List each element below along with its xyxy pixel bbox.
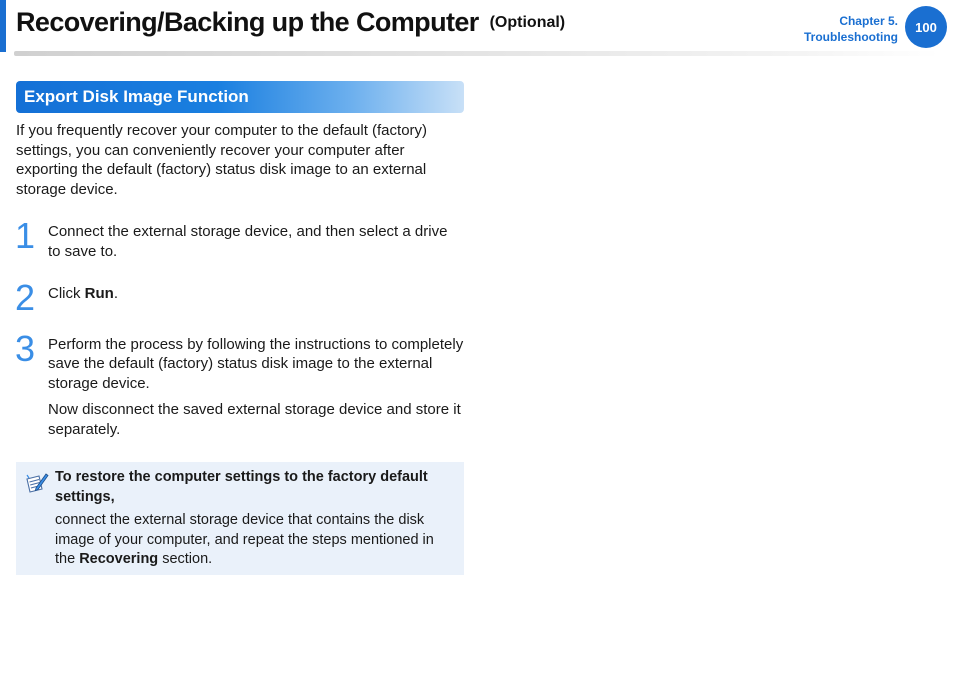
header-accent-bar [0, 0, 6, 52]
step-1 [15, 215, 464, 261]
section-title: Export Disk Image Function [24, 87, 249, 106]
chapter-number: Chapter 5. [839, 14, 898, 28]
chapter-label [804, 13, 898, 45]
recovering-label: Recovering [79, 551, 159, 567]
step-text-part: Click [48, 285, 85, 302]
note-body-text: section. [158, 551, 213, 567]
step-text [48, 284, 464, 304]
page-title [16, 7, 565, 38]
step-number: 3 [15, 327, 36, 369]
step-3 [15, 327, 464, 440]
page-number: 100 [915, 19, 937, 35]
step-extra-text: Now disconnect the saved external storage device and store it separately. [48, 401, 461, 438]
page-title-suffix: (Optional) [489, 14, 566, 31]
step-text-part: . [113, 285, 119, 302]
main-content [16, 121, 464, 439]
step-text: Connect the external storage device, and then select a drive to save to. [48, 223, 448, 260]
section-header [16, 81, 464, 113]
pencil-note-icon [21, 469, 49, 497]
step-number: 1 [15, 215, 36, 256]
note-box [16, 462, 464, 575]
step-text: Perform the process by following the instructions to completely save the default (factory) status disk image to the external storage device. [48, 335, 464, 392]
step-number: 2 [15, 277, 36, 318]
run-label: Run [84, 285, 114, 302]
note-body-text: connect the external storage device that contains the disk image of your computer, and repeat the steps mentioned in the [55, 512, 434, 567]
header-divider [14, 51, 939, 56]
note-title: To restore the computer settings to the factory default settings, [55, 469, 428, 505]
page-number-badge [905, 6, 947, 48]
page-title-text: Recovering/Backing up the Computer [16, 7, 479, 37]
step-2 [15, 277, 464, 318]
note-body [55, 511, 455, 570]
chapter-name: Troubleshooting [804, 30, 898, 44]
intro-paragraph: If you frequently recover your computer to the default (factory) settings, you can conveniently recover your computer after exporting the default (factory) status disk image to an external storage device. [16, 122, 428, 198]
